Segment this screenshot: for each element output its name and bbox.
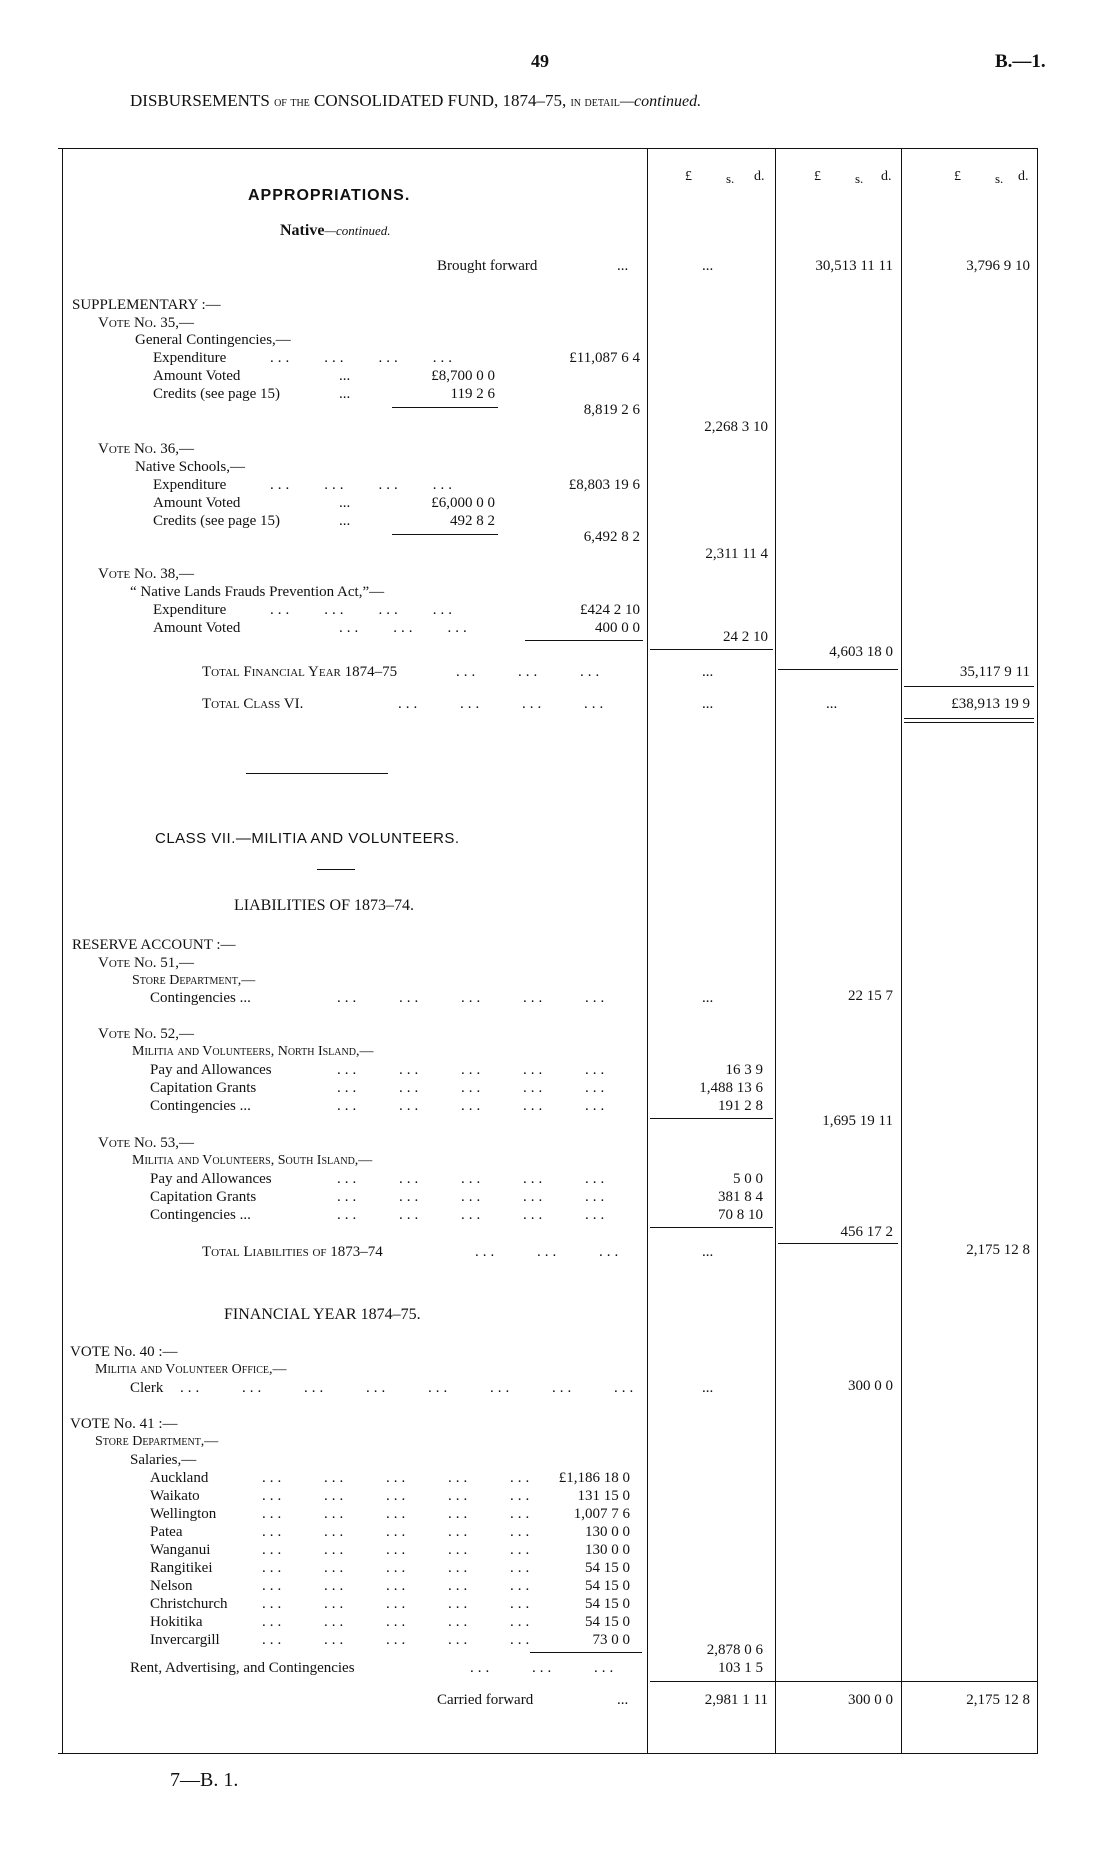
vote35-label: Vote No. 35,— — [98, 315, 194, 331]
vote52-label: Vote No. 52,— — [98, 1026, 194, 1042]
vote38-expenditure-value: £424 2 10 — [580, 602, 640, 618]
salary-place-wanganui: Wanganui — [150, 1542, 211, 1558]
vote41-salaries: Salaries,— — [130, 1452, 197, 1468]
total-fy-label: Total Financial Year 1874–75 — [202, 664, 398, 680]
col2-pounds-header: £ — [814, 169, 821, 184]
total-class-label: Total Class VI. — [202, 696, 304, 712]
total-class-col2: ... — [826, 696, 838, 712]
col3-shillings-header: s. — [995, 171, 1004, 186]
vote40-item: Clerk — [130, 1380, 164, 1396]
vote36-credits-label: Credits (see page 15) — [153, 513, 281, 529]
salary-leader-hokitika: ... ... ... ... ... — [262, 1614, 534, 1630]
col3-pounds-header: £ — [954, 169, 961, 184]
page-number: 49 — [531, 51, 549, 71]
vote52-item-contingencies: Contingencies ... — [150, 1098, 251, 1114]
appropriations-heading: APPROPRIATIONS. — [248, 187, 411, 204]
vote35-expenditure-leader: ... ... ... ... — [270, 350, 456, 366]
vote36-credits-value: 492 8 2 — [450, 513, 495, 529]
salary-amount-wellington: 1,007 7 6 — [573, 1506, 630, 1522]
vote36-amount-voted-label: Amount Voted — [153, 495, 241, 511]
vote52-rule — [650, 1118, 773, 1119]
vote35-expenditure-label: Expenditure — [153, 350, 227, 366]
vote53-leader-pay: ... ... ... ... ... — [337, 1171, 609, 1187]
salary-place-waikato: Waikato — [150, 1488, 200, 1504]
total-liabilities-col1: ... — [702, 1244, 714, 1260]
column-rule-2 — [775, 148, 776, 1753]
vote51-item: Contingencies ... — [150, 990, 251, 1006]
vote40-col2: 300 0 0 — [848, 1378, 893, 1394]
vote51-label: Vote No. 51,— — [98, 955, 194, 971]
vote38-expenditure-label: Expenditure — [153, 602, 227, 618]
total-fy-col3-rule — [904, 686, 1034, 687]
salary-leader-nelson: ... ... ... ... ... — [262, 1578, 534, 1594]
title-continued: —continued. — [619, 93, 702, 110]
vote51-col2: 22 15 7 — [848, 988, 893, 1004]
carried-forward-label: Carried forward — [437, 1692, 534, 1708]
salary-amount-christchurch: 54 15 0 — [585, 1596, 630, 1612]
vote52-leader-capitation: ... ... ... ... ... — [337, 1080, 609, 1096]
salary-amount-auckland: £1,186 18 0 — [558, 1470, 630, 1486]
vote52-total: 1,695 19 11 — [822, 1113, 893, 1129]
table-right-rule — [1037, 148, 1038, 1753]
vote53-value-pay: 5 0 0 — [733, 1171, 763, 1187]
vote53-value-contingencies: 70 8 10 — [718, 1207, 763, 1223]
vote36-amount-voted-value: £6,000 0 0 — [431, 495, 495, 511]
total-fy-col1: ... — [702, 664, 714, 680]
salary-leader-patea: ... ... ... ... ... — [262, 1524, 534, 1540]
vote36-credits-rule — [392, 534, 498, 535]
liabilities-heading: LIABILITIES OF 1873–74. — [234, 897, 414, 914]
title-main: DISBURSEMENTS — [130, 91, 270, 110]
col2-pence-header: d. — [881, 169, 892, 184]
carried-forward-rule — [650, 1681, 1037, 1682]
rent-label: Rent, Advertising, and Contingencies — [130, 1660, 355, 1676]
salary-amount-invercargill: 73 0 0 — [592, 1632, 630, 1648]
brought-forward-col2: 30,513 11 11 — [815, 258, 893, 274]
carried-forward-col2: 300 0 0 — [848, 1692, 893, 1708]
vote35-credits-leader: ... — [339, 386, 351, 402]
vote36-expenditure-leader: ... ... ... ... — [270, 477, 456, 493]
col2-shillings-header: s. — [855, 171, 864, 186]
vote53-label: Vote No. 53,— — [98, 1135, 194, 1151]
salary-place-auckland: Auckland — [150, 1470, 209, 1486]
vote38-label: Vote No. 38,— — [98, 566, 194, 582]
vote35-credits-rule — [392, 407, 498, 408]
vote53-rule — [650, 1227, 773, 1228]
vote35-subtotal: 8,819 2 6 — [583, 402, 640, 418]
salary-leader-invercargill: ... ... ... ... ... — [262, 1632, 534, 1648]
vote38-expenditure-leader: ... ... ... ... — [270, 602, 456, 618]
vote53-item-capitation: Capitation Grants — [150, 1189, 257, 1205]
title-of-the: of the — [274, 95, 310, 110]
vote40-label: VOTE No. 40 :— — [70, 1344, 178, 1360]
vote51-col1: ... — [702, 990, 714, 1006]
brought-forward-leader: ... — [617, 258, 629, 274]
total-class-double-rule-a — [904, 718, 1034, 719]
salary-amount-rangitikei: 54 15 0 — [585, 1560, 630, 1576]
total-class-col3: £38,913 19 9 — [951, 696, 1030, 712]
salary-place-wellington: Wellington — [150, 1506, 217, 1522]
table-bottom-rule — [58, 1753, 1038, 1754]
class-vii-short-rule — [317, 869, 355, 870]
vote38-amount-voted-value: 400 0 0 — [595, 620, 640, 636]
vote53-sub: Militia and Volunteers, South Island,— — [132, 1153, 373, 1168]
total-liabilities-leader: ... ... ... — [475, 1244, 623, 1260]
native-label: Native — [280, 222, 325, 239]
column-rule-1 — [647, 148, 648, 1753]
salary-place-rangitikei: Rangitikei — [150, 1560, 213, 1576]
salaries-total: 2,878 0 6 — [706, 1642, 763, 1658]
document-reference: B.—1. — [995, 51, 1046, 72]
vote35-sub: General Contingencies,— — [135, 332, 291, 348]
vote38-rule — [525, 640, 643, 641]
vote36-expenditure-label: Expenditure — [153, 477, 227, 493]
salary-leader-rangitikei: ... ... ... ... ... — [262, 1560, 534, 1576]
carried-forward-col3: 2,175 12 8 — [966, 1692, 1030, 1708]
vote38-result: 24 2 10 — [723, 629, 768, 645]
liabilities-col2-rule — [778, 1243, 898, 1244]
vote35-credits-value: 119 2 6 — [450, 386, 495, 402]
vote35-result: 2,268 3 10 — [704, 419, 768, 435]
total-class-col1: ... — [702, 696, 714, 712]
vote52-leader-pay: ... ... ... ... ... — [337, 1062, 609, 1078]
col3-pence-header: d. — [1018, 169, 1029, 184]
salary-leader-auckland: ... ... ... ... ... — [262, 1470, 534, 1486]
vote36-result: 2,311 11 4 — [705, 546, 768, 562]
total-liabilities-label: Total Liabilities of 1873–74 — [202, 1244, 383, 1260]
vote41-label: VOTE No. 41 :— — [70, 1416, 178, 1432]
vote53-total: 456 17 2 — [840, 1224, 893, 1240]
vote53-leader-contingencies: ... ... ... ... ... — [337, 1207, 609, 1223]
vote53-item-pay: Pay and Allowances — [150, 1171, 272, 1187]
vote36-amount-voted-leader: ... — [339, 495, 351, 511]
vote40-sub: Militia and Volunteer Office,— — [95, 1362, 287, 1377]
carried-forward-col1: 2,981 1 11 — [704, 1692, 768, 1708]
total-fy-leader: ... ... ... — [456, 664, 604, 680]
vote35-amount-voted-label: Amount Voted — [153, 368, 241, 384]
brought-forward-col3: 3,796 9 10 — [966, 258, 1030, 274]
vote52-value-capitation: 1,488 13 6 — [699, 1080, 763, 1096]
class-vii-heading: CLASS VII.—MILITIA AND VOLUNTEERS. — [155, 830, 460, 847]
supplementary-heading: SUPPLEMENTARY :— — [72, 297, 221, 313]
salary-amount-nelson: 54 15 0 — [585, 1578, 630, 1594]
financial-year-heading: FINANCIAL YEAR 1874–75. — [224, 1306, 421, 1323]
vote41-sub: Store Department,— — [95, 1434, 219, 1449]
salary-leader-christchurch: ... ... ... ... ... — [262, 1596, 534, 1612]
salary-leader-waikato: ... ... ... ... ... — [262, 1488, 534, 1504]
rent-value: 103 1 5 — [718, 1660, 763, 1676]
carried-forward-leader: ... — [617, 1692, 629, 1708]
total-fy-col3: 35,117 9 11 — [959, 664, 1030, 680]
table-top-rule — [58, 148, 1038, 149]
page-title — [130, 92, 701, 110]
title-in-detail: in detail — [570, 95, 620, 110]
vote53-value-capitation: 381 8 4 — [718, 1189, 763, 1205]
vote36-sub: Native Schools,— — [135, 459, 245, 475]
reserve-account-heading: RESERVE ACCOUNT :— — [72, 937, 236, 953]
vote36-subtotal: 6,492 8 2 — [583, 529, 640, 545]
vote35-expenditure-value: £11,087 6 4 — [569, 350, 640, 366]
brought-forward-col1: ... — [702, 258, 714, 274]
salary-place-hokitika: Hokitika — [150, 1614, 203, 1630]
section-divider — [246, 773, 388, 774]
rent-leader: ... ... ... — [470, 1660, 618, 1676]
column-rule-3 — [901, 148, 902, 1753]
vote38-amount-voted-label: Amount Voted — [153, 620, 241, 636]
native-col1-rule — [650, 649, 773, 650]
salary-place-nelson: Nelson — [150, 1578, 193, 1594]
native-continued: —continued. — [324, 223, 391, 238]
vote52-value-pay: 16 3 9 — [725, 1062, 763, 1078]
footer-signature: 7—B. 1. — [170, 1769, 239, 1791]
total-class-leader: ... ... ... ... — [398, 696, 608, 712]
vote40-col1: ... — [702, 1380, 714, 1396]
table-left-rule — [62, 148, 63, 1753]
salaries-rule — [530, 1652, 642, 1653]
vote38-amount-voted-leader: ... ... ... — [339, 620, 471, 636]
salary-place-christchurch: Christchurch — [150, 1596, 228, 1612]
vote52-value-contingencies: 191 2 8 — [718, 1098, 763, 1114]
col1-shillings-header: s. — [726, 171, 735, 186]
vote36-label: Vote No. 36,— — [98, 441, 194, 457]
salary-leader-wanganui: ... ... ... ... ... — [262, 1542, 534, 1558]
salary-amount-waikato: 131 15 0 — [577, 1488, 630, 1504]
col1-pounds-header: £ — [685, 169, 692, 184]
vote51-sub: Store Department,— — [132, 973, 256, 988]
salary-amount-patea: 130 0 0 — [585, 1524, 630, 1540]
total-class-double-rule-b — [904, 722, 1034, 723]
vote36-expenditure-value: £8,803 19 6 — [568, 477, 640, 493]
native-total-col2: 4,603 18 0 — [829, 644, 893, 660]
col1-pence-header: d. — [754, 169, 765, 184]
vote53-leader-capitation: ... ... ... ... ... — [337, 1189, 609, 1205]
vote52-item-pay: Pay and Allowances — [150, 1062, 272, 1078]
salary-amount-hokitika: 54 15 0 — [585, 1614, 630, 1630]
total-fy-col2-rule — [778, 669, 898, 670]
vote52-item-capitation: Capitation Grants — [150, 1080, 257, 1096]
vote36-credits-leader: ... — [339, 513, 351, 529]
salary-place-invercargill: Invercargill — [150, 1632, 220, 1648]
vote52-leader-contingencies: ... ... ... ... ... — [337, 1098, 609, 1114]
vote40-leader: ... ... ... ... ... ... ... ... — [180, 1380, 638, 1396]
total-liabilities-col3: 2,175 12 8 — [966, 1242, 1030, 1258]
vote52-sub: Militia and Volunteers, North Island,— — [132, 1044, 374, 1059]
vote35-amount-voted-leader: ... — [339, 368, 351, 384]
salary-leader-wellington: ... ... ... ... ... — [262, 1506, 534, 1522]
title-fund: CONSOLIDATED FUND, 1874–75, — [314, 91, 567, 110]
salary-amount-wanganui: 130 0 0 — [585, 1542, 630, 1558]
brought-forward-label: Brought forward — [437, 258, 538, 274]
vote35-credits-label: Credits (see page 15) — [153, 386, 281, 402]
native-heading — [280, 223, 391, 239]
vote35-amount-voted-value: £8,700 0 0 — [431, 368, 495, 384]
salary-place-patea: Patea — [150, 1524, 183, 1540]
vote51-leader: ... ... ... ... ... — [337, 990, 609, 1006]
vote38-sub: “ Native Lands Frauds Prevention Act,”— — [130, 584, 385, 600]
vote53-item-contingencies: Contingencies ... — [150, 1207, 251, 1223]
